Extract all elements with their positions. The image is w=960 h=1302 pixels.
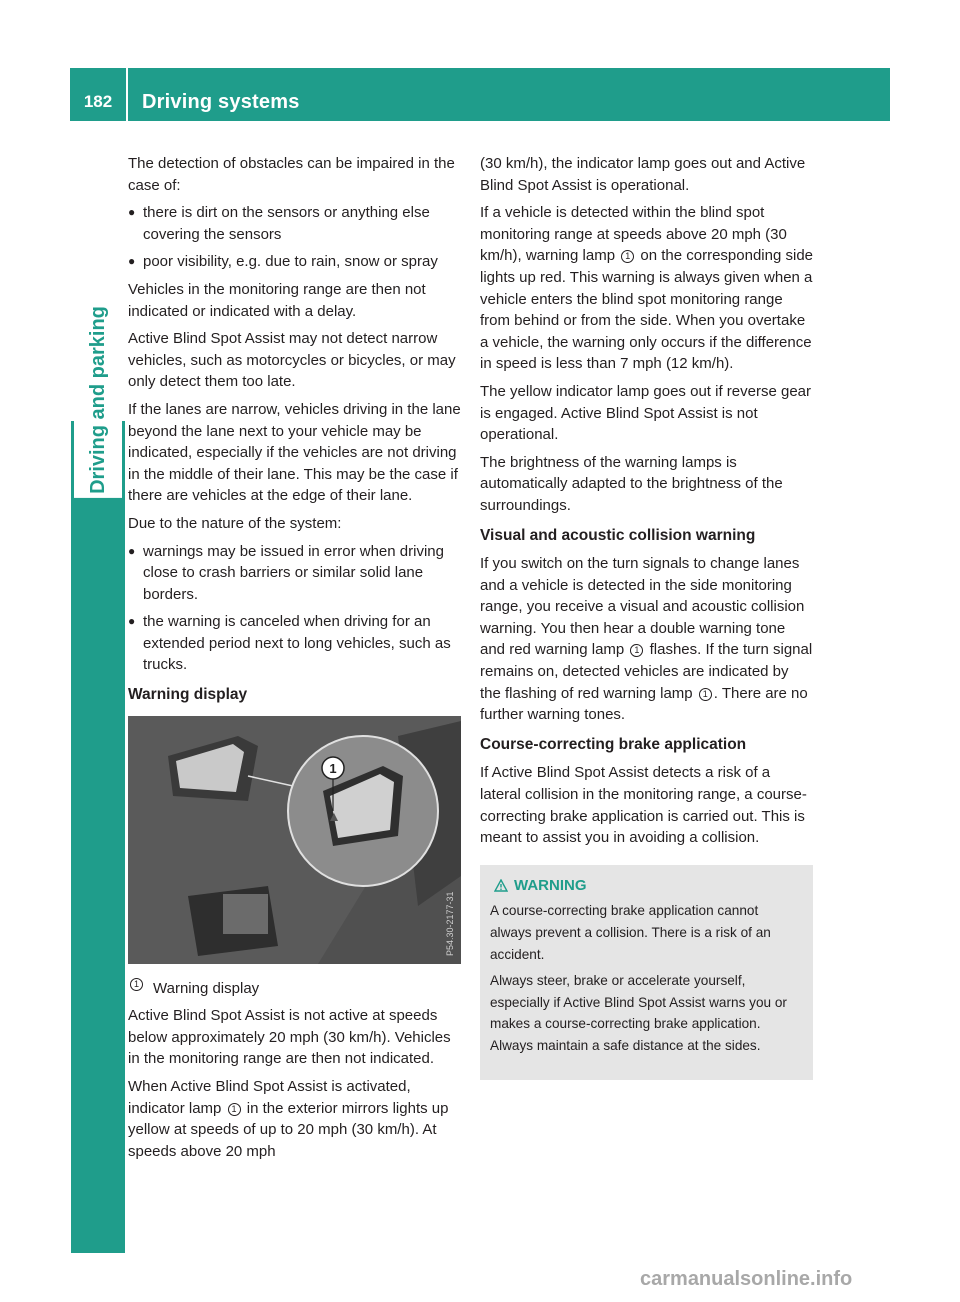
warning-header xyxy=(494,875,803,897)
warning-triangle-icon xyxy=(494,879,508,892)
header-divider xyxy=(126,68,128,121)
paragraph-text: When Active Blind Spot Assist is activated, indicator lamp xyxy=(128,1078,411,1117)
door-mirror-illustration xyxy=(128,716,461,964)
paragraph xyxy=(480,553,813,726)
list-item-text: there is dirt on the sensors or anything else covering the sensors xyxy=(143,204,430,243)
paragraph-text: . There are no further warning tones. xyxy=(480,684,808,724)
list-item-text: the warning is canceled when driving for an extended period next to long vehicles, such as trucks. xyxy=(143,613,451,674)
heading-brake-application: Course-correcting brake application xyxy=(480,735,747,753)
paragraph: Vehicles in the monitoring range are then not indicated or indicated with a delay. xyxy=(128,280,426,320)
paragraph xyxy=(128,1076,461,1162)
list-item xyxy=(128,251,461,273)
callout-number-icon: 1 xyxy=(630,644,643,657)
callout-number-icon: 1 xyxy=(621,250,634,263)
callout-number-icon: 1 xyxy=(699,688,712,701)
paragraph-text: flashes. If the turn signal remains on, detected vehicles are indicated by the flashing of red warning lamp xyxy=(480,641,813,702)
paragraph-text: on the corresponding side lights up red. This warning is always given when a vehicle enters the blind spot monitoring range from behind or from the side. When you overtake a vehicle, the warning only occurs if the difference in speed is less than 7 mph (12 km/h). xyxy=(480,247,814,373)
warning-display-figure xyxy=(128,716,461,964)
paragraph: The yellow indicator lamp goes out if reverse gear is engaged. Active Blind Spot Assist is not operational. xyxy=(480,382,811,444)
paragraph-text: in the exterior mirrors lights up yellow at speeds of up to 20 mph (30 km/h). At speeds above 20 mph xyxy=(128,1099,449,1160)
caption-text: Warning display xyxy=(153,979,260,997)
paragraph xyxy=(480,202,813,375)
list-item-text: warnings may be issued in error when driving close to crash barriers or similar solid lane borders. xyxy=(143,542,444,603)
watermark: carmanualsonline.info xyxy=(640,1268,853,1290)
paragraph: Active Blind Spot Assist may not detect narrow vehicles, such as motorcycles or bicycles, or may only detect them too late. xyxy=(128,330,456,391)
paragraph: Active Blind Spot Assist is not active at speeds below approximately 20 mph (30 km/h). Vehicles in the monitoring range are then not indicated. xyxy=(128,1007,451,1068)
list-item xyxy=(128,541,461,606)
intro-text: The detection of obstacles can be impaired in the case of: xyxy=(128,155,455,194)
side-label: Driving and parking xyxy=(74,302,122,498)
right-column xyxy=(480,153,813,1080)
paragraph-text: If you switch on the turn signals to change lanes and a vehicle is detected in the side monitoring range, you receive a visual and acoustic collision warning. You then hear a double warning tone and red warning lamp xyxy=(480,555,805,659)
bullet-icon: ● xyxy=(128,205,136,220)
paragraph: If the lanes are narrow, vehicles driving in the lane beyond the lane next to your vehicle may be indicated, especially if the vehicles are not driving in the middle of their lane. This may be the case if there are vehicles at the edge of their lane. xyxy=(128,400,461,505)
paragraph-text: If a vehicle is detected within the blind spot monitoring range at speeds above 20 mph (30 km/h), warning lamp xyxy=(480,204,787,265)
heading-visual-acoustic: Visual and acoustic collision warning xyxy=(480,526,756,544)
paragraph: The brightness of the warning lamps is automatically adapted to the brightness of the surroundings. xyxy=(480,453,783,514)
bullet-icon: ● xyxy=(128,614,136,629)
left-column xyxy=(128,153,461,1168)
warning-paragraph: Always steer, brake or accelerate yourself, especially if Active Blind Spot Assist warns you or makes a course-correcting brake application. Always maintain a safe distance at the sides. xyxy=(490,973,787,1053)
warning-box xyxy=(480,865,813,1080)
heading-warning-display: Warning display xyxy=(128,686,248,704)
callout-number-icon: 1 xyxy=(130,978,143,991)
callout-number-icon: 1 xyxy=(228,1103,241,1116)
paragraph: (30 km/h), the indicator lamp goes out and Active Blind Spot Assist is operational. xyxy=(480,155,806,194)
warning-paragraph: A course-correcting brake application cannot always prevent a collision. There is a risk of an accident. xyxy=(490,903,771,962)
warning-title: WARNING xyxy=(514,876,587,894)
figure-code: P54.30-2177-31 xyxy=(445,891,455,956)
page-number: 182 xyxy=(83,92,113,111)
bullet-icon: ● xyxy=(128,543,136,558)
paragraph: Due to the nature of the system: xyxy=(128,514,342,532)
figure-callout-number: 1 xyxy=(329,760,337,776)
list-item-text: poor visibility, e.g. due to rain, snow or spray xyxy=(143,253,438,271)
section-title: Driving systems xyxy=(142,91,300,113)
bullet-icon: ● xyxy=(128,254,136,269)
paragraph: If Active Blind Spot Assist detects a risk of a lateral collision in the monitoring range, a course-correcting brake application is carried out. This is meant to assist you in avoiding a collision. xyxy=(480,764,807,847)
figure-caption xyxy=(128,978,461,1000)
list-item xyxy=(128,611,461,676)
list-item xyxy=(128,202,461,245)
